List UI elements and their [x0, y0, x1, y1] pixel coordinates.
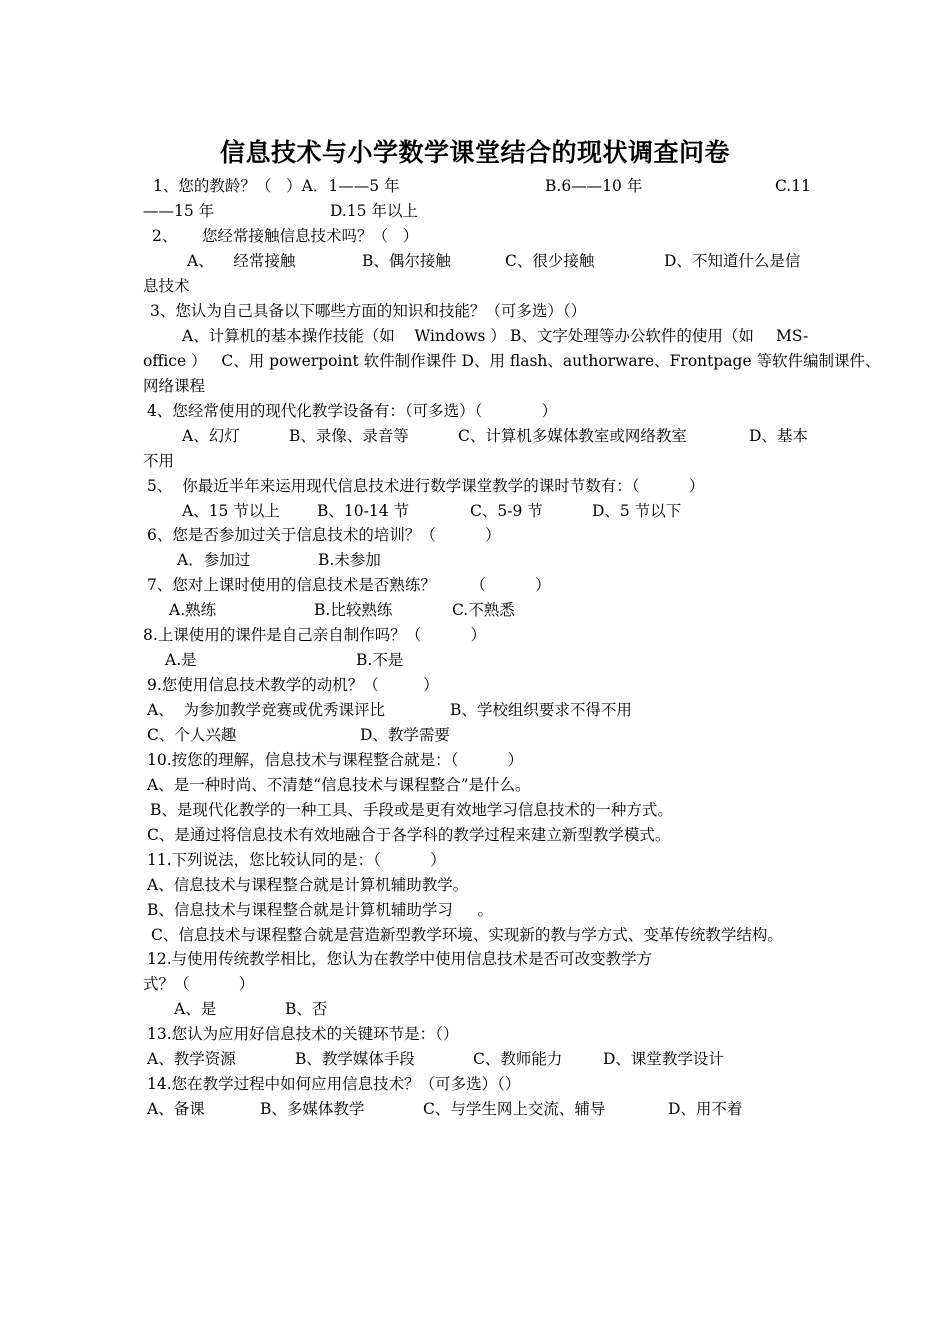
q9-option-c: C、个人兴趣 — [147, 726, 237, 744]
q7-option-a: A.熟练 — [169, 601, 217, 619]
q4-option-d-cont: 不用 — [143, 452, 175, 470]
q1-stem: 1、您的教龄？（ ）A．1——5 年 — [153, 177, 400, 195]
q2-option-a: A、 经常接触 — [187, 252, 296, 270]
q2-option-c: C、很少接触 — [505, 252, 595, 270]
q4-option-d: D、基本 — [749, 427, 808, 445]
q10-option-a: A、是一种时尚、不清楚“信息技术与课程整合”是什么。 — [147, 776, 531, 794]
q13-stem: 13.您认为应用好信息技术的关键环节是：（） — [147, 1025, 459, 1043]
q9-stem: 9.您使用信息技术教学的动机？（ ） — [147, 676, 439, 694]
q12-stem-cont: 式？（ ） — [143, 975, 255, 993]
q14-option-b: B、多媒体教学 — [260, 1100, 365, 1118]
q6-stem: 6、您是否参加过关于信息技术的培训？（ ） — [147, 526, 501, 544]
q10-option-b: B、是现代化教学的一种工具、手段或是更有效地学习信息技术的一种方式。 — [150, 801, 673, 819]
q3-option-a: A、计算机的基本操作技能（如 Windows ） — [182, 327, 506, 345]
q12-option-a: A、是 — [174, 1000, 217, 1018]
q4-stem: 4、您经常使用的现代化教学设备有：（可多选）（ ） — [147, 402, 557, 420]
q5-stem: 5、 你最近半年来运用现代信息技术进行数学课堂教学的课时节数有：（ ） — [147, 477, 705, 495]
q8-option-a: A.是 — [165, 651, 197, 669]
q13-option-b: B、教学媒体手段 — [295, 1050, 415, 1068]
q14-stem: 14.您在教学过程中如何应用信息技术？（可多选）（） — [147, 1075, 521, 1093]
q11-stem: 11.下列说法，您比较认同的是：（ ） — [147, 851, 446, 869]
q1-option-c: C.11 — [775, 177, 811, 195]
q1-option-d: D.15 年以上 — [330, 202, 418, 220]
q7-option-b: B.比较熟练 — [314, 601, 393, 619]
q4-option-c: C、计算机多媒体教室或网络教室 — [458, 427, 687, 445]
q2-option-d-cont: 息技术 — [143, 277, 190, 295]
q9-option-a: A、 为参加教学竞赛或优秀课评比 — [147, 701, 386, 719]
q10-option-c: C、是通过将信息技术有效地融合于各学科的教学过程来建立新型教学模式。 — [147, 826, 671, 844]
q6-option-a: A．参加过 — [177, 551, 251, 569]
q3-option-b-ms: MS- — [776, 327, 809, 345]
q8-option-b: B.不是 — [356, 651, 404, 669]
page-title: 信息技术与小学数学课堂结合的现状调查问卷 — [219, 138, 730, 167]
q14-option-d: D、用不着 — [668, 1100, 743, 1118]
q2-stem: 2、 您经常接触信息技术吗？（ ） — [152, 227, 419, 245]
q14-option-c: C、与学生网上交流、辅导 — [423, 1100, 606, 1118]
q7-stem: 7、您对上课时使用的信息技术是否熟练？ （ ） — [147, 576, 551, 594]
q3-stem: 3、您认为自己具备以下哪些方面的知识和技能？（可多选）（） — [150, 302, 587, 320]
q2-option-b: B、偶尔接触 — [362, 252, 451, 270]
q11-option-a: A、信息技术与课程整合就是计算机辅助教学。 — [147, 876, 469, 894]
q2-option-d: D、不知道什么是信 — [664, 252, 801, 270]
q5-option-b: B、10-14 节 — [317, 502, 410, 520]
q3-line2: office ） C、用 powerpoint 软件制作课件 D、用 flash、authorware、Frontpage 等软件编制课件、 — [143, 352, 881, 370]
q13-option-d: D、课堂教学设计 — [603, 1050, 724, 1068]
q8-stem: 8.上课使用的课件是自己亲自制作吗？（ ） — [143, 626, 487, 644]
q12-stem: 12.与使用传统教学相比，您认为在教学中使用信息技术是否可改变教学方 — [147, 950, 653, 968]
q3-option-b: B、文字处理等办公软件的使用（如 — [510, 327, 754, 345]
q9-option-b: B、学校组织要求不得不用 — [450, 701, 632, 719]
q4-option-b: B、录像、录音等 — [289, 427, 409, 445]
q5-option-d: D、5 节以下 — [592, 502, 682, 520]
q10-stem: 10.按您的理解，信息技术与课程整合就是：（ ） — [147, 751, 524, 769]
q9-option-d: D、教学需要 — [360, 726, 450, 744]
q11-option-b: B、信息技术与课程整合就是计算机辅助学习 。 — [147, 901, 494, 919]
q1-option-c-cont: ——15 年 — [143, 202, 215, 220]
q12-option-b: B、否 — [285, 1000, 328, 1018]
q14-option-a: A、备课 — [147, 1100, 205, 1118]
q13-option-c: C、教师能力 — [473, 1050, 563, 1068]
q3-line3: 网络课程 — [143, 377, 206, 395]
q1-option-b: B.6——10 年 — [545, 177, 643, 195]
q5-option-a: A、15 节以上 — [182, 502, 280, 520]
q6-option-b: B.未参加 — [318, 551, 381, 569]
q13-option-a: A、教学资源 — [147, 1050, 236, 1068]
q7-option-c: C.不熟悉 — [452, 601, 515, 619]
q5-option-c: C、5-9 节 — [470, 502, 543, 520]
q11-option-c: C、信息技术与课程整合就是营造新型教学环境、实现新的教与学方式、变革传统教学结构。 — [151, 926, 783, 944]
q4-option-a: A、幻灯 — [182, 427, 240, 445]
